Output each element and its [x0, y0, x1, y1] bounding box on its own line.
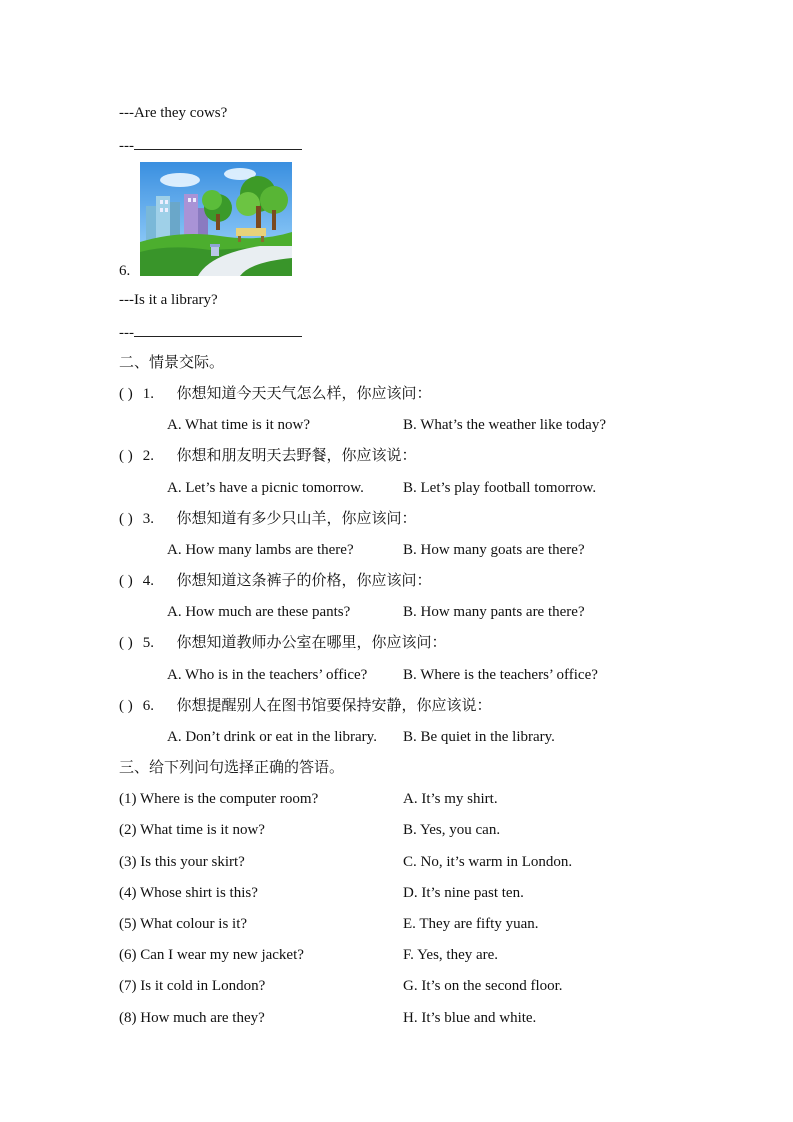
- item-number: 5.: [142, 635, 154, 651]
- match-question: (6) Can I wear my new jacket?: [119, 947, 304, 963]
- match-answer: F. Yes, they are.: [403, 947, 499, 963]
- match-question: (4) Whose shirt is this?: [119, 885, 258, 901]
- item-number: 6.: [142, 698, 154, 714]
- section-three-heading: 三、给下列问句选择正确的答语。: [119, 760, 345, 776]
- match-answer: B. Yes, you can.: [403, 822, 501, 838]
- match-answer: C. No, it’s warm in London.: [403, 854, 573, 870]
- situation-6: [119, 696, 492, 716]
- match-question: (1) Where is the computer room?: [119, 791, 319, 807]
- answer-paren[interactable]: ( ): [119, 511, 133, 527]
- q6-answer-line: [119, 322, 302, 343]
- answer-paren[interactable]: ( ): [119, 573, 133, 589]
- option-b: B. How many pants are there?: [403, 604, 585, 620]
- q5-question: ---Are they cows?: [119, 105, 228, 121]
- match-question: (3) Is this your skirt?: [119, 854, 245, 870]
- option-b: B. What’s the weather like today?: [403, 417, 606, 433]
- answer-paren[interactable]: ( ): [119, 448, 133, 464]
- park-illustration: [140, 162, 292, 276]
- q6-answer-prefix: ---: [119, 325, 134, 341]
- option-a: A. How many lambs are there?: [167, 542, 354, 558]
- park-scene-icon: [140, 162, 292, 276]
- option-a: A. What time is it now?: [167, 417, 311, 433]
- answer-paren[interactable]: ( ): [119, 635, 133, 651]
- situation-3: [119, 509, 417, 529]
- item-number: 4.: [142, 573, 154, 589]
- option-b: B. Be quiet in the library.: [403, 729, 555, 745]
- q5-answer-prefix: ---: [119, 138, 134, 154]
- option-b: B. How many goats are there?: [403, 542, 585, 558]
- item-prompt: 你想提醒别人在图书馆要保持安静，你应该说：: [176, 698, 492, 714]
- situation-5: [119, 633, 447, 653]
- situation-2: [119, 446, 417, 466]
- match-answer: A. It’s my shirt.: [403, 791, 498, 807]
- item-prompt: 你想和朋友明天去野餐，你应该说：: [176, 448, 417, 464]
- option-b: B. Where is the teachers’ office?: [403, 667, 598, 683]
- q6-question: ---Is it a library?: [119, 292, 218, 308]
- q6-answer-blank[interactable]: [134, 322, 302, 337]
- match-answer: H. It’s blue and white.: [403, 1010, 537, 1026]
- item-prompt: 你想知道教师办公室在哪里，你应该问：: [176, 635, 447, 651]
- item-number: 3.: [142, 511, 154, 527]
- option-b: B. Let’s play football tomorrow.: [403, 480, 597, 496]
- item-number: 1.: [142, 386, 154, 402]
- option-a: A. Don’t drink or eat in the library.: [167, 729, 377, 745]
- match-question: (8) How much are they?: [119, 1010, 265, 1026]
- match-question: (7) Is it cold in London?: [119, 978, 266, 994]
- section-two-heading: 二、情景交际。: [119, 355, 225, 371]
- match-answer: E. They are fifty yuan.: [403, 916, 539, 932]
- option-a: A. Who is in the teachers’ office?: [167, 667, 368, 683]
- answer-paren[interactable]: ( ): [119, 386, 133, 402]
- q6-number: 6.: [119, 263, 131, 279]
- situation-4: [119, 571, 432, 591]
- item-prompt: 你想知道这条裤子的价格，你应该问：: [176, 573, 432, 589]
- answer-paren[interactable]: ( ): [119, 698, 133, 714]
- item-prompt: 你想知道有多少只山羊，你应该问：: [176, 511, 417, 527]
- match-question: (2) What time is it now?: [119, 822, 265, 838]
- q5-answer-blank[interactable]: [134, 135, 302, 150]
- match-question: (5) What colour is it?: [119, 916, 248, 932]
- option-a: A. How much are these pants?: [167, 604, 351, 620]
- situation-1: [119, 384, 432, 404]
- match-answer: G. It’s on the second floor.: [403, 978, 563, 994]
- item-number: 2.: [142, 448, 154, 464]
- match-answer: D. It’s nine past ten.: [403, 885, 524, 901]
- item-prompt: 你想知道今天天气怎么样，你应该问：: [176, 386, 432, 402]
- option-a: A. Let’s have a picnic tomorrow.: [167, 480, 364, 496]
- q5-answer-line: [119, 135, 302, 156]
